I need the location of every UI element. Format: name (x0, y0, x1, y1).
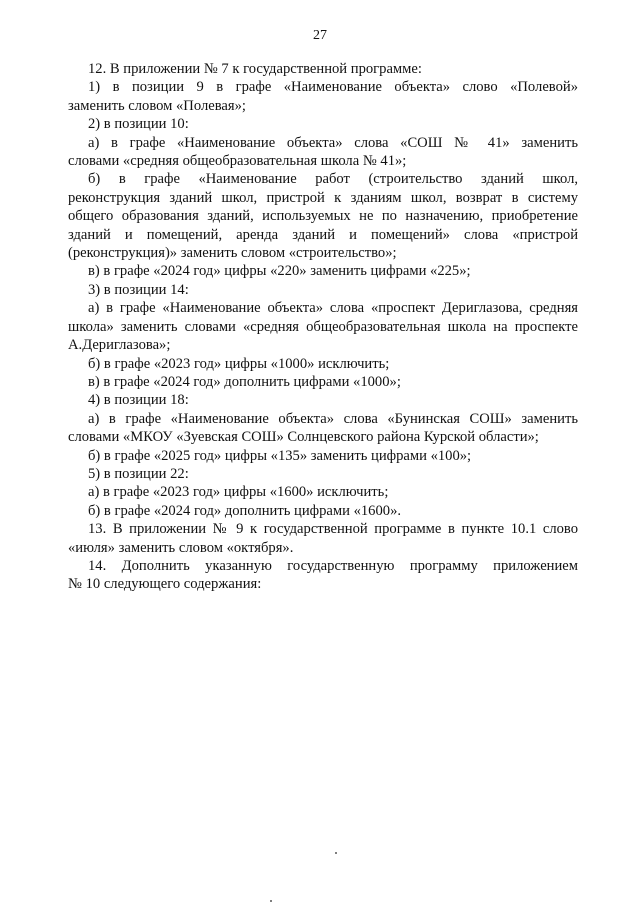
text-line: А.Дериглазова»; (68, 337, 171, 354)
text-line: б) в графе «2023 год» цифры «1000» исключить; (88, 355, 390, 372)
text-line: словами «МКОУ «Зуевская СОШ» Солнцевского района Курской области»; (68, 429, 539, 446)
text-line: словами «средняя общеобразовательная школа № 41»; (68, 153, 407, 170)
text-line: № 10 следующего содержания: (68, 576, 262, 593)
scan-artifact-dot (270, 900, 272, 902)
text-line: а) в графе «Наименование объекта» слова «СОШ № 41» заменить (88, 134, 578, 151)
text-line: б) в графе «Наименование работ (строительство зданий школ, (88, 171, 578, 188)
page-number: 27 (313, 28, 327, 43)
text-line: а) в графе «Наименование объекта» слова «Бунинская СОШ» заменить (88, 410, 578, 427)
text-line: в) в графе «2024 год» цифры «220» заменить цифрами «225»; (88, 263, 471, 280)
text-line: б) в графе «2025 год» цифры «135» заменить цифрами «100»; (88, 447, 472, 464)
text-line: 2) в позиции 10: (88, 116, 189, 133)
text-line: общего образования зданий, используемых не по назначению, приобретение (68, 208, 578, 225)
text-line: а) в графе «Наименование объекта» слова «проспект Дериглазова, средняя (88, 300, 578, 317)
text-line: «июля» заменить словом «октября». (68, 539, 294, 556)
text-line: школа» заменить словами «средняя общеобразовательная школа на проспекте (68, 318, 578, 335)
text-line: а) в графе «2023 год» цифры «1600» исключить; (88, 484, 389, 501)
text-line: реконструкция зданий школ, пристрой к зданиям школ, возврат в систему (68, 189, 578, 206)
body-text (68, 60, 578, 594)
text-line: зданий и помещений, аренда зданий и помещений» слова «пристрой (68, 226, 578, 243)
text-line: 5) в позиции 22: (88, 465, 189, 482)
text-line: 3) в позиции 14: (88, 281, 189, 298)
text-line: 1) в позиции 9 в графе «Наименование объекта» слово «Полевой» (88, 79, 578, 96)
text-line: заменить словом «Полевая»; (68, 97, 246, 114)
text-line: (реконструкция)» заменить словом «строительство»; (68, 245, 397, 262)
text-line: 4) в позиции 18: (88, 392, 189, 409)
text-line: 14. Дополнить указанную государственную программу приложением (88, 557, 578, 574)
text-line: 12. В приложении № 7 к государственной программе: (88, 61, 422, 77)
text-line: б) в графе «2024 год» дополнить цифрами «1600». (88, 502, 402, 519)
text-line: 13. В приложении № 9 к государственной программе в пункте 10.1 слово (88, 521, 578, 538)
scan-artifact-dot (335, 852, 337, 854)
text-line: в) в графе «2024 год» дополнить цифрами «1000»; (88, 373, 401, 390)
